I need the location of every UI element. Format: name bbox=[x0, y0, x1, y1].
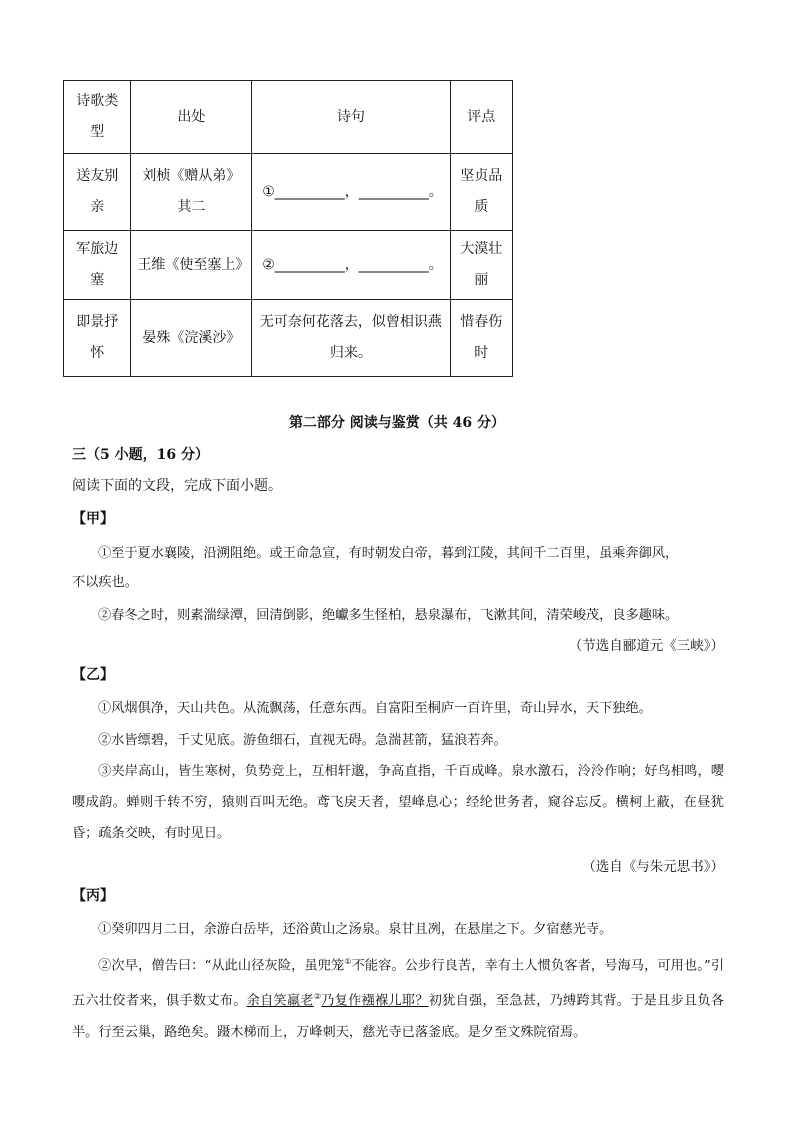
bing-p1: ①癸卯四月二日，余游白岳毕，还浴黄山之汤泉。泉甘且冽，在悬崖之下。夕宿慈光寺。 bbox=[98, 922, 613, 937]
passage-yi-label: 【乙】 bbox=[72, 667, 114, 683]
yi-p1: ①风烟俱净，天山共色。从流飘荡，任意东西。自富阳至桐庐一百许里，奇山异水，天下独绝。 bbox=[98, 701, 652, 716]
header-comment: 评点 bbox=[450, 81, 512, 154]
table-header-row bbox=[64, 81, 513, 154]
row-comment: 大漠壮丽 bbox=[450, 231, 512, 300]
row-source: 晏殊《浣溪沙》 bbox=[131, 300, 252, 377]
row-line: 无可奈何花落去，似曾相识燕归来。 bbox=[252, 300, 450, 377]
header-source: 出处 bbox=[131, 81, 252, 154]
instruction-text: 阅读下面的文段，完成下面小题。 bbox=[72, 478, 282, 494]
passage-jia-source: （节选自郦道元《三峡》） bbox=[568, 638, 724, 654]
row-line-blank[interactable]: ②__________，__________。 bbox=[252, 231, 450, 300]
bing-p2b: 不能容。公步行良苦，幸有土人惯负客者，号海马，可用也。”引五六壮佼者来，俱手数丈布。 bbox=[72, 958, 725, 1009]
passage-jia-label: 【甲】 bbox=[72, 511, 114, 527]
passage-jia-paragraph-1 bbox=[72, 538, 724, 569]
jia-p2: ②春冬之时，则素湍绿潭，回清倒影，绝巘多生怪柏，悬泉瀑布，飞漱其间，清荣峻茂，良多趣味。 bbox=[98, 608, 679, 623]
passage-yi-paragraph-2 bbox=[72, 725, 724, 756]
row-comment: 惜春伤时 bbox=[450, 300, 512, 377]
underlined-sentence: 余自笑羸老 bbox=[246, 993, 314, 1009]
passage-bing-label: 【丙】 bbox=[72, 888, 114, 904]
jia-p1a: ①至于夏水襄陵，沿溯阻绝。或王命急宣，有时朝发白帝，暮到江陵，其间千二百里，虽乘奔御风， bbox=[98, 546, 679, 561]
bing-p2a: ②次早，僧告曰：“从此山径灰险，虽兜笼 bbox=[98, 958, 345, 974]
passage-yi-source: （选自《与朱元思书》） bbox=[582, 859, 724, 875]
footnote-marker-2[interactable]: ② bbox=[313, 992, 322, 1002]
yi-p3: ③夹岸高山，皆生寒树，负势竞上，互相轩邈，争高直指，千百成峰。泉水激石，泠泠作响；好鸟相鸣，嘤嘤成韵。蝉则千转不穷，猿则百叫无绝。鸢飞戾天者，望峰息心；经纶世务者，窥谷忘反。横柯上蔽，在昼犹昏；疏条交映，有时见日。 bbox=[72, 764, 724, 841]
bing-p2c: 初犹自强，至急甚，乃缚跨其背。于是且步且负各半。行至云巢，路绝矣。蹑木梯而上，万峰刺天，慈光寺已落釜底。是夕至文殊院宿焉。 bbox=[72, 993, 725, 1040]
passage-jia-paragraph-2 bbox=[72, 600, 724, 631]
passage-bing-paragraph-1 bbox=[72, 914, 724, 945]
row-comment: 坚贞品质 bbox=[450, 154, 512, 231]
table-row bbox=[64, 231, 513, 300]
header-type: 诗歌类型 bbox=[64, 81, 131, 154]
row-line-blank[interactable]: ①__________，__________。 bbox=[252, 154, 450, 231]
yi-p2: ②水皆缥碧，千丈见底。游鱼细石，直视无碍。急湍甚箭，猛浪若奔。 bbox=[98, 733, 507, 748]
passage-yi-paragraph-1 bbox=[72, 693, 724, 724]
poetry-table bbox=[63, 80, 513, 377]
header-line: 诗句 bbox=[252, 81, 450, 154]
footnote-marker-1[interactable]: ① bbox=[344, 957, 352, 966]
row-type: 军旅边塞 bbox=[64, 231, 131, 300]
passage-yi-paragraph-3 bbox=[72, 756, 724, 849]
row-type: 送友别亲 bbox=[64, 154, 131, 231]
question-heading: 三（5 小题，16 分） bbox=[72, 447, 209, 463]
passage-jia-paragraph-1-cont: 不以疾也。 bbox=[72, 575, 138, 590]
table-row bbox=[64, 300, 513, 377]
underlined-sentence-cont: 乃复作襁褓儿耶？ bbox=[321, 993, 429, 1009]
row-source: 刘桢《赠从弟》其二 bbox=[131, 154, 252, 231]
section-title: 第二部分 阅读与鉴赏（共 46 分） bbox=[288, 415, 506, 431]
passage-bing-paragraph-2 bbox=[72, 946, 724, 1048]
row-source: 王维《使至塞上》 bbox=[131, 231, 252, 300]
table-row bbox=[64, 154, 513, 231]
row-type: 即景抒怀 bbox=[64, 300, 131, 377]
